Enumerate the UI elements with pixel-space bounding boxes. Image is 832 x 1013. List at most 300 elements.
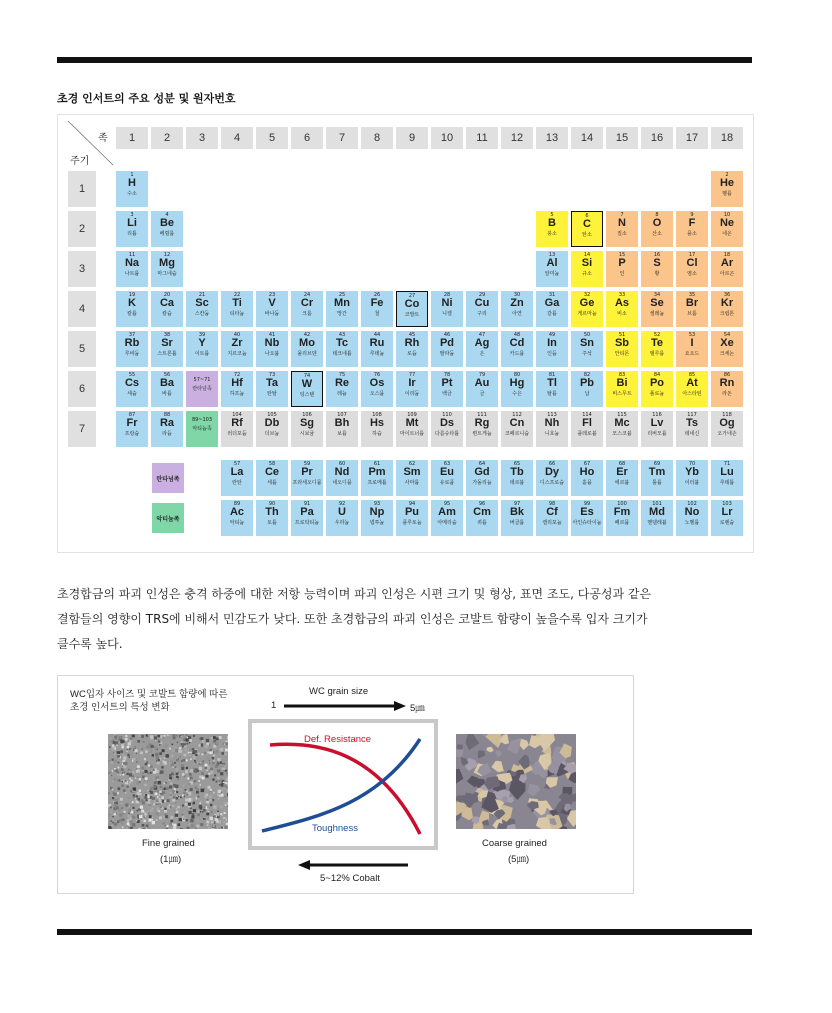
- element-symbol: N: [618, 217, 626, 229]
- element-Mt: [396, 411, 428, 447]
- element-symbol: K: [128, 297, 136, 309]
- atomic-number: 22: [233, 292, 241, 298]
- element-name: 홀뮴: [582, 480, 592, 486]
- element-symbol: Ne: [719, 217, 735, 229]
- element-name: 마이트너륨: [399, 431, 425, 437]
- element-Si: [571, 251, 603, 287]
- element-name: 세륨: [267, 480, 277, 486]
- element-name: 테네신: [684, 431, 700, 437]
- atomic-number: 38: [163, 332, 171, 338]
- paragraph-line: 클수록 높다.: [57, 637, 123, 651]
- element-name: 코페르니슘: [504, 431, 530, 437]
- element-name: 마그네슘: [157, 271, 177, 277]
- paragraph-line: 초경합금의 파괴 인성은 충격 하중에 대한 저항 능력이며 파괴 인성은 시편 크기 및 형상, 표면 조도, 다공성과 같은: [57, 587, 652, 601]
- element-name: 로렌슘: [719, 520, 735, 526]
- element-Te: [641, 331, 673, 367]
- element-symbol: Ra: [159, 417, 175, 429]
- element-name: 산소: [652, 231, 662, 237]
- atomic-number: 81: [548, 372, 556, 378]
- element-Ba: [151, 371, 183, 407]
- coarse-grained-label: Coarse grained: [482, 838, 547, 849]
- element-Pt: [431, 371, 463, 407]
- element-Ce: [256, 460, 288, 496]
- element-symbol: Ni: [441, 297, 453, 309]
- element-name: 퀴륨: [477, 520, 487, 526]
- atomic-number: 5: [550, 212, 554, 218]
- element-name: 인듐: [547, 351, 557, 357]
- atomic-number: 71: [723, 461, 731, 467]
- periodic-table: [57, 114, 754, 553]
- element-Cs: [116, 371, 148, 407]
- element-name: 토륨: [267, 520, 277, 526]
- element-name: 플레로븀: [577, 431, 597, 437]
- element-symbol: Fe: [370, 297, 384, 309]
- grain-size-max: 5㎛: [410, 703, 425, 714]
- element-Lv: [641, 411, 673, 447]
- element-symbol: Np: [369, 506, 385, 518]
- figure-title-line: WC입자 사이즈 및 코발트 함량에 따른: [70, 689, 228, 700]
- atomic-number: 107: [337, 412, 347, 418]
- atomic-number: 58: [268, 461, 276, 467]
- period-header: 5: [68, 331, 96, 367]
- atomic-number: 1: [130, 172, 134, 178]
- element-Ra: [151, 411, 183, 447]
- element-Au: [466, 371, 498, 407]
- atomic-number: 74: [303, 373, 311, 379]
- element-name: 셀레늄: [649, 311, 665, 317]
- element-name: 라듐: [162, 431, 172, 437]
- series-name: 란타넘족: [192, 386, 212, 392]
- element-symbol: Dy: [544, 466, 560, 478]
- element-Cd: [501, 331, 533, 367]
- atomic-number: 111: [477, 412, 487, 418]
- element-name: 철: [374, 311, 380, 317]
- group-header: 12: [501, 127, 533, 149]
- element-Sr: [151, 331, 183, 367]
- element-Nd: [326, 460, 358, 496]
- element-name: 바륨: [162, 391, 172, 397]
- atomic-number: 98: [548, 501, 556, 507]
- element-Al: [536, 251, 568, 287]
- element-Nh: [536, 411, 568, 447]
- element-symbol: Ca: [159, 297, 175, 309]
- element-Og: [711, 411, 743, 447]
- element-symbol: Eu: [439, 466, 455, 478]
- element-Hs: [361, 411, 393, 447]
- element-Ag: [466, 331, 498, 367]
- atomic-number: 14: [583, 252, 591, 258]
- element-symbol: Br: [685, 297, 699, 309]
- element-name: 프로메튬: [367, 480, 387, 486]
- element-name: 보륨: [337, 431, 347, 437]
- atomic-number: 90: [268, 501, 276, 507]
- grain-size-figure: [57, 675, 634, 894]
- element-symbol: Pb: [579, 377, 595, 389]
- atomic-number: 36: [723, 292, 731, 298]
- element-name: 유로퓸: [439, 480, 455, 486]
- element-symbol: In: [547, 337, 557, 349]
- element-name: 캘리포늄: [542, 520, 562, 526]
- atomic-number: 31: [548, 292, 556, 298]
- element-symbol: Er: [616, 466, 628, 478]
- atomic-number: 6: [585, 213, 589, 219]
- element-name: 규소: [582, 271, 592, 277]
- element-symbol: Fr: [126, 417, 138, 429]
- atomic-number: 103: [722, 501, 732, 507]
- element-Pa: [291, 500, 323, 536]
- atomic-number: 9: [690, 212, 694, 218]
- group-header: 2: [151, 127, 183, 149]
- atomic-number: 64: [478, 461, 486, 467]
- group-header: 14: [571, 127, 603, 149]
- element-Md: [641, 500, 673, 536]
- group-axis-label: 족: [98, 133, 108, 144]
- element-Es: [571, 500, 603, 536]
- element-symbol: La: [230, 466, 244, 478]
- element-name: 티타늄: [229, 311, 245, 317]
- atomic-number: 15: [618, 252, 626, 258]
- element-symbol: Tc: [335, 337, 349, 349]
- element-symbol: No: [684, 506, 700, 518]
- atomic-number: 67: [583, 461, 591, 467]
- atomic-number: 28: [443, 292, 451, 298]
- element-name: 노벨륨: [684, 520, 700, 526]
- atomic-number: 72: [233, 372, 241, 378]
- element-Lr: [711, 500, 743, 536]
- element-name: 루비듐: [124, 351, 140, 357]
- atomic-number: 27: [408, 293, 416, 299]
- element-Rg: [466, 411, 498, 447]
- atomic-number: 86: [723, 372, 731, 378]
- element-symbol: Tl: [547, 377, 557, 389]
- atomic-number: 113: [547, 412, 557, 418]
- element-name: 오가네손: [717, 431, 737, 437]
- element-Mc: [606, 411, 638, 447]
- element-symbol: Rn: [719, 377, 735, 389]
- grain-size-min: 1: [271, 700, 277, 711]
- element-Tl: [536, 371, 568, 407]
- element-name: 버클륨: [509, 520, 525, 526]
- element-name: 우라늄: [334, 520, 350, 526]
- atomic-number: 109: [407, 412, 417, 418]
- element-name: 칼륨: [127, 311, 137, 317]
- element-name: 브롬: [687, 311, 697, 317]
- atomic-number: 75: [338, 372, 346, 378]
- element-Bk: [501, 500, 533, 536]
- atomic-number: 48: [513, 332, 521, 338]
- element-Ru: [361, 331, 393, 367]
- element-symbol: Am: [438, 506, 456, 518]
- element-Zr: [221, 331, 253, 367]
- element-name: 네오디뮴: [332, 480, 352, 486]
- atomic-number: 108: [372, 412, 382, 418]
- element-Co: [396, 291, 428, 327]
- element-symbol: Rf: [231, 417, 243, 429]
- element-Na: [116, 251, 148, 287]
- atomic-number: 102: [687, 501, 697, 507]
- atomic-number: 57: [233, 461, 241, 467]
- element-K: [116, 291, 148, 327]
- element-name: 카드뮴: [509, 351, 525, 357]
- element-symbol: Lr: [721, 506, 733, 518]
- element-Ne: [711, 211, 743, 247]
- body-paragraph: [57, 582, 757, 657]
- element-symbol: Bk: [509, 506, 525, 518]
- element-Sg: [291, 411, 323, 447]
- atomic-number: 39: [198, 332, 206, 338]
- actinide-placeholder: [186, 411, 218, 447]
- element-symbol: Sn: [579, 337, 595, 349]
- element-name: 크롬: [302, 311, 312, 317]
- element-symbol: Co: [404, 298, 420, 310]
- atomic-number: 106: [302, 412, 312, 418]
- element-Yb: [676, 460, 708, 496]
- atomic-number: 80: [513, 372, 521, 378]
- atomic-number: 87: [128, 412, 136, 418]
- atomic-number: 70: [688, 461, 696, 467]
- element-symbol: Ge: [579, 297, 595, 309]
- element-He: [711, 171, 743, 207]
- element-symbol: Ho: [579, 466, 595, 478]
- element-name: 텅스텐: [299, 392, 315, 398]
- element-name: 악티늄: [229, 520, 245, 526]
- element-symbol: Cr: [300, 297, 314, 309]
- grain-size-arrow-icon: [284, 701, 406, 711]
- element-symbol: Tm: [648, 466, 666, 478]
- element-name: 폴로늄: [649, 391, 665, 397]
- atomic-number: 83: [618, 372, 626, 378]
- element-Er: [606, 460, 638, 496]
- element-Rb: [116, 331, 148, 367]
- element-name: 크세논: [719, 351, 735, 357]
- element-name: 아연: [512, 311, 522, 317]
- element-name: 라돈: [722, 391, 732, 397]
- element-Se: [641, 291, 673, 327]
- element-Cm: [466, 500, 498, 536]
- element-symbol: Sg: [299, 417, 315, 429]
- element-name: 레늄: [337, 391, 347, 397]
- element-symbol: Ce: [264, 466, 280, 478]
- atomic-number: 91: [303, 501, 311, 507]
- element-name: 게르마늄: [577, 311, 597, 317]
- group-header: 11: [466, 127, 498, 149]
- element-Cu: [466, 291, 498, 327]
- element-symbol: Pu: [404, 506, 420, 518]
- element-symbol: Ac: [229, 506, 245, 518]
- element-name: 사마륨: [404, 480, 420, 486]
- element-symbol: He: [719, 177, 735, 189]
- atomic-number: 41: [268, 332, 276, 338]
- atomic-number: 93: [373, 501, 381, 507]
- atomic-number: 65: [513, 461, 521, 467]
- element-name: 텔루륨: [649, 351, 665, 357]
- element-Ge: [571, 291, 603, 327]
- element-name: 가돌리늄: [472, 480, 492, 486]
- atomic-number: 100: [617, 501, 627, 507]
- element-At: [676, 371, 708, 407]
- group-header: 3: [186, 127, 218, 149]
- atomic-number: 17: [688, 252, 696, 258]
- element-name: 에르븀: [614, 480, 630, 486]
- element-symbol: Zn: [510, 297, 524, 309]
- element-symbol: Fl: [582, 417, 592, 429]
- element-symbol: Ir: [408, 377, 416, 389]
- element-symbol: Nh: [544, 417, 560, 429]
- element-symbol: Sm: [403, 466, 421, 478]
- element-Ca: [151, 291, 183, 327]
- element-name: 네온: [722, 231, 732, 237]
- element-name: 금: [479, 391, 485, 397]
- element-symbol: Y: [198, 337, 206, 349]
- element-symbol: Sc: [195, 297, 209, 309]
- element-P: [606, 251, 638, 287]
- element-symbol: Fm: [613, 506, 631, 518]
- element-Db: [256, 411, 288, 447]
- element-name: 리튬: [127, 231, 137, 237]
- element-Ac: [221, 500, 253, 536]
- element-name: 테크네튬: [332, 351, 352, 357]
- fine-grained-size: (1㎛): [160, 854, 182, 865]
- element-symbol: Rh: [404, 337, 420, 349]
- element-Mo: [291, 331, 323, 367]
- element-name: 란탄: [232, 480, 242, 486]
- atomic-number: 11: [128, 252, 136, 258]
- element-name: 이리듐: [404, 391, 420, 397]
- atomic-number: 110: [442, 412, 452, 418]
- element-symbol: Bh: [334, 417, 350, 429]
- element-symbol: Na: [124, 257, 140, 269]
- element-symbol: Es: [580, 506, 594, 518]
- element-Th: [256, 500, 288, 536]
- element-symbol: I: [690, 337, 694, 349]
- group-header: 18: [711, 127, 743, 149]
- element-Ir: [396, 371, 428, 407]
- element-symbol: Mn: [334, 297, 350, 309]
- element-Tm: [641, 460, 673, 496]
- element-symbol: Rb: [124, 337, 140, 349]
- atomic-number: 12: [163, 252, 171, 258]
- paragraph-line: 결함들의 영향이 TRS에 비해서 민감도가 낮다. 또한 초경합금의 파괴 인성은 코발트 함량이 높을수록 입자 크기가: [57, 612, 648, 626]
- element-name: 탈륨: [547, 391, 557, 397]
- atomic-number: 84: [653, 372, 661, 378]
- element-name: 코발트: [404, 312, 420, 318]
- element-symbol: Ru: [369, 337, 385, 349]
- element-symbol: Ba: [159, 377, 175, 389]
- element-Gd: [466, 460, 498, 496]
- element-symbol: Ta: [265, 377, 279, 389]
- element-Fr: [116, 411, 148, 447]
- element-symbol: Ag: [474, 337, 490, 349]
- element-Dy: [536, 460, 568, 496]
- atomic-number: 69: [653, 461, 661, 467]
- period-header: 4: [68, 291, 96, 327]
- element-name: 세슘: [127, 391, 137, 397]
- element-name: 아인슈타이늄: [572, 520, 602, 526]
- lanthanide-series-label: 란타넘족: [152, 463, 184, 493]
- atomic-number: 49: [548, 332, 556, 338]
- atomic-number: 101: [652, 501, 662, 507]
- atomic-number: 59: [303, 461, 311, 467]
- element-name: 인: [619, 271, 625, 277]
- atomic-number: 82: [583, 372, 591, 378]
- element-name: 팔라듐: [439, 351, 455, 357]
- element-symbol: Ds: [439, 417, 455, 429]
- element-symbol: S: [653, 257, 661, 269]
- element-name: 페르뮴: [614, 520, 630, 526]
- element-symbol: Md: [649, 506, 665, 518]
- element-symbol: Nb: [264, 337, 280, 349]
- atomic-number: 46: [443, 332, 451, 338]
- element-Bi: [606, 371, 638, 407]
- element-symbol: Pr: [301, 466, 313, 478]
- element-name: 러더포듐: [227, 431, 247, 437]
- element-name: 지르코늄: [227, 351, 247, 357]
- series-name: 악티늄족: [192, 426, 212, 432]
- group-header: 8: [361, 127, 393, 149]
- element-symbol: Re: [334, 377, 350, 389]
- grain-size-label: WC grain size: [309, 686, 369, 697]
- atomic-number-range: 57~71: [193, 377, 211, 383]
- element-Rn: [711, 371, 743, 407]
- element-symbol: O: [652, 217, 662, 229]
- atomic-number: 73: [268, 372, 276, 378]
- element-symbol: Pd: [439, 337, 455, 349]
- atomic-number: 10: [723, 212, 731, 218]
- group-header: 6: [291, 127, 323, 149]
- atomic-number: 43: [338, 332, 346, 338]
- element-name: 테르븀: [509, 480, 525, 486]
- element-symbol: Os: [369, 377, 385, 389]
- element-O: [641, 211, 673, 247]
- element-name: 하프늄: [229, 391, 245, 397]
- atomic-number: 35: [688, 292, 696, 298]
- element-Nb: [256, 331, 288, 367]
- top-rule: [57, 57, 752, 63]
- element-Np: [361, 500, 393, 536]
- element-symbol: Gd: [474, 466, 490, 478]
- atomic-number: 20: [163, 292, 171, 298]
- element-symbol: Yb: [684, 466, 700, 478]
- element-name: 요오드: [684, 351, 700, 357]
- element-symbol: Sb: [614, 337, 630, 349]
- atomic-number: 117: [687, 412, 697, 418]
- fine-grain-micrograph: [108, 734, 228, 829]
- element-name: 플루토늄: [402, 520, 422, 526]
- element-name: 로듐: [407, 351, 417, 357]
- element-symbol: Th: [265, 506, 279, 518]
- element-name: 루테튬: [719, 480, 735, 486]
- element-name: 아르곤: [719, 271, 735, 277]
- element-Tc: [326, 331, 358, 367]
- period-header: 7: [68, 411, 96, 447]
- element-symbol: At: [686, 377, 698, 389]
- element-symbol: Tb: [510, 466, 524, 478]
- element-symbol: Au: [474, 377, 490, 389]
- element-Hg: [501, 371, 533, 407]
- group-header: 1: [116, 127, 148, 149]
- element-symbol: Cd: [509, 337, 525, 349]
- atomic-number: 26: [373, 292, 381, 298]
- element-Pm: [361, 460, 393, 496]
- element-Br: [676, 291, 708, 327]
- atomic-number: 78: [443, 372, 451, 378]
- atomic-number: 96: [478, 501, 486, 507]
- atomic-number: 19: [128, 292, 136, 298]
- element-I: [676, 331, 708, 367]
- coarse-grained-size: (5㎛): [508, 854, 530, 865]
- element-symbol: Bi: [616, 377, 628, 389]
- atomic-number: 68: [618, 461, 626, 467]
